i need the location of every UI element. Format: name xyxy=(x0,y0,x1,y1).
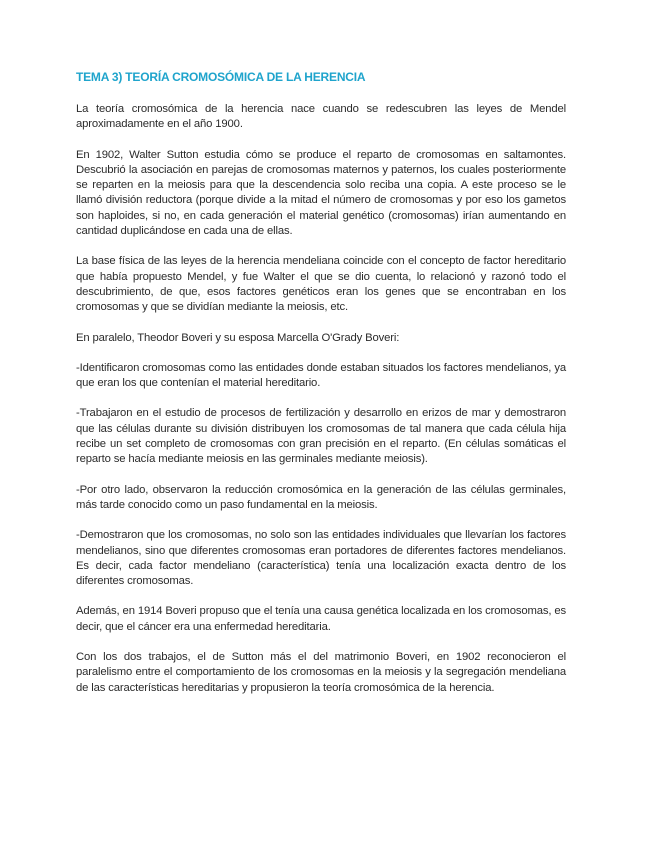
paragraph-boveri-identified: -Identificaron cromosomas como las entidades donde estaban situados los factores mendelianos, ya que eran los que contenían el material hereditario. xyxy=(76,361,566,390)
paragraph-boveri-cancer: Además, en 1914 Boveri propuso que el tenía una causa genética localizada en los cromosomas, es decir, que el cáncer era una enfermedad hereditaria. xyxy=(76,605,566,633)
paragraph-boveri-reduction: -Por otro lado, observaron la reducción cromosómica en la generación de las células germinales, más tarde conocido como un paso fundamental en la meiosis. xyxy=(76,483,566,511)
paragraph-boveri-intro: En paralelo, Theodor Boveri y su esposa Marcella O'Grady Boveri: xyxy=(76,331,400,344)
paragraph-physical-basis: La base física de las leyes de la herencia mendeliana coincide con el concepto de factor hereditario que había propuesto Mendel, y fue Walter el que se dio cuenta, lo relacionó y razonó todo el descubrimiento, de que, esos factores genéticos eran los genes que se encontraban en los cromosomas y que se dividían mediante la meiosis, etc. xyxy=(76,255,566,314)
paragraph-conclusion: Con los dos trabajos, el de Sutton más el del matrimonio Boveri, en 1902 reconocieron el paralelismo entre el comportamiento de los cromosomas en la meiosis y la segregación mendeliana de las características hereditarias y propusieron la teoría cromosómica de la herencia. xyxy=(76,651,566,694)
page-title: TEMA 3) TEORÍA CROMOSÓMICA DE LA HERENCIA xyxy=(76,70,366,84)
paragraph-boveri-fertilization: -Trabajaron en el estudio de procesos de fertilización y desarrollo en erizos de mar y demostraron que las células durante su división distribuyen los cromosomas de tal manera que cada célula hija recibe un set completo de cromosomas con gran precisión en el reparto. (En células somáticas el reparto se hacía mediante meiosis en las germinales mediante meiosis). xyxy=(76,407,566,466)
paragraph-boveri-demonstrated: -Demostraron que los cromosomas, no solo son las entidades individuales que llevarían los factores mendelianos, sino que diferentes cromosomas eran portadores de diferentes factores mendelianos. Es decir, cada factor mendeliano (característica) tenía una localización exacta dentro de los diferentes cromosomas. xyxy=(76,529,566,588)
document-page xyxy=(76,70,566,711)
paragraph-sutton: En 1902, Walter Sutton estudia cómo se produce el reparto de cromosomas en saltamontes. Descubrió la asociación en parejas de cromosomas maternos y paternos, los cuales posteriormente se reparten en la meiosis para que la descendencia solo reciba una copia. A este proceso se le llamó división reductora (porque divide a la mitad el número de cromosomas y por eso los gametos son haploides, si no, en cada generación el material genético (cromosomas) irían aumentando en cantidad duplicándose en cada una de ellas. xyxy=(76,148,566,238)
paragraph-intro: La teoría cromosómica de la herencia nace cuando se redescubren las leyes de Mendel aproximadamente en el año 1900. xyxy=(76,103,566,131)
